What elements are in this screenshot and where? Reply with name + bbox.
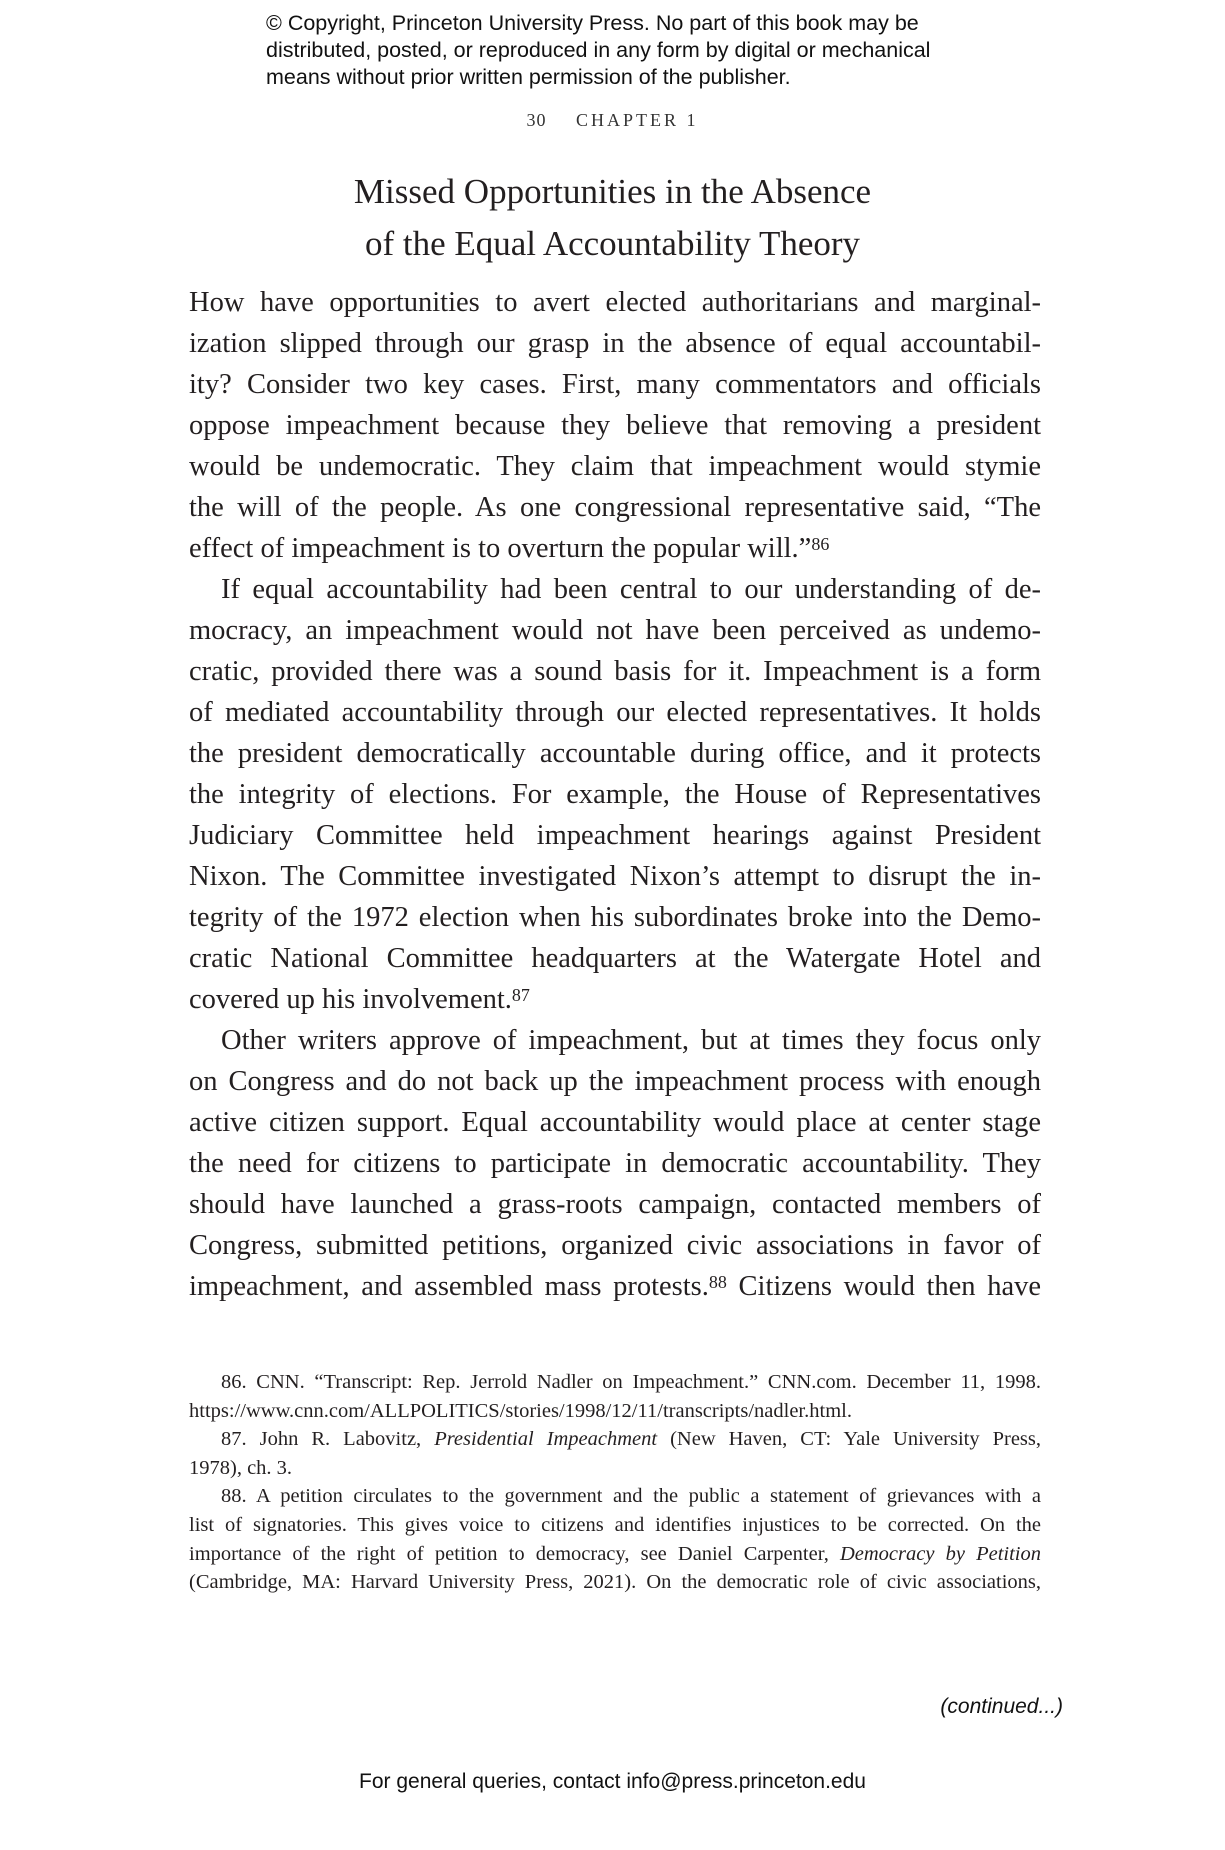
body-line: ity? Consider two key cases. First, many commentators and officials <box>189 369 1041 400</box>
page-number: 30 <box>526 110 547 130</box>
footnote-line <box>189 1397 1041 1426</box>
body-line: mocracy, an impeachment would not have been perceived as undemo- <box>189 615 1041 646</box>
section-title <box>0 166 1225 270</box>
footnote-line: 86. CNN. “Transcript: Rep. Jerrold Nadler on Impeachment.” CNN.com. December 11, 1998. <box>221 1371 1041 1393</box>
body-line: impeachment, and assembled mass protests.$^{88}$ Citizens would then have <box>189 1271 1041 1302</box>
body-line: tegrity of the 1972 election when his subordinates broke into the Demo- <box>189 902 1041 933</box>
body-line: effect of impeachment is to overturn the popular will.”$^{86}$ <box>189 533 830 564</box>
body-line: of mediated accountability through our elected representatives. It holds <box>189 697 1041 728</box>
body-line: Nixon. The Committee investigated Nixon’s attempt to disrupt the in- <box>189 861 1041 892</box>
body-line: active citizen support. Equal accountability would place at center stage <box>189 1107 1041 1138</box>
copyright-line: distributed, posted, or reproduced in any form by digital or mechanical <box>266 38 931 62</box>
footnote-ref-87[interactable]: 87 <box>511 985 530 1005</box>
body-line: the integrity of elections. For example, the House of Representatives <box>189 779 1041 810</box>
footnote-line: list of signatories. This gives voice to citizens and identifies injustices to be corrected. On the <box>189 1513 1041 1536</box>
body-line: If equal accountability had been central to our understanding of de- <box>221 574 1041 605</box>
footnote-line: importance of the right of petition to democracy, see Daniel Carpenter, Democracy by Petition <box>189 1542 1041 1565</box>
body-line: the need for citizens to participate in democratic accountability. They <box>189 1148 1041 1179</box>
body-line: on Congress and do not back up the impeachment process with enough <box>189 1066 1041 1097</box>
book-title: Democracy by Petition <box>839 1542 1041 1565</box>
body-line: covered up his involvement.$^{87}$ <box>189 984 530 1015</box>
body-line: Congress, submitted petitions, organized civic associations in favor of <box>189 1230 1041 1261</box>
book-title: Presidential Impeachment <box>434 1428 658 1451</box>
running-head <box>0 110 1225 131</box>
body-line: Judiciary Committee held impeachment hearings against President <box>189 820 1041 851</box>
copyright-line: means without prior written permission of the publisher. <box>266 65 791 89</box>
body-line: the will of the people. As one congressional representative said, “The <box>189 492 1041 523</box>
footnote-line: 1978), ch. 3. <box>189 1456 293 1479</box>
body-line: the president democratically accountable during office, and it protects <box>189 738 1041 769</box>
footnotes <box>189 1368 1041 1597</box>
section-title-line: of the Equal Accountability Theory <box>364 224 861 263</box>
body-line: cratic, provided there was a sound basis for it. Impeachment is a form <box>189 656 1041 687</box>
section-title-line: Missed Opportunities in the Absence <box>353 172 872 211</box>
body-line: would be undemocratic. They claim that impeachment would stymie <box>189 451 1041 482</box>
body-line: cratic National Committee headquarters at the Watergate Hotel and <box>189 943 1041 974</box>
copyright-line: © Copyright, Princeton University Press. No part of this book may be <box>266 11 919 35</box>
body-line: ization slipped through our grasp in the absence of equal accountabil- <box>189 328 1041 359</box>
footnote-line: 87. John R. Labovitz, Presidential Impeachment (New Haven, CT: Yale University Press, <box>221 1428 1042 1451</box>
body-line: Other writers approve of impeachment, but at times they focus only <box>221 1025 1041 1056</box>
chapter-label: CHAPTER 1 <box>575 110 699 130</box>
continued-label: (continued...) <box>940 1695 1063 1718</box>
body-line: oppose impeachment because they believe that removing a president <box>189 410 1041 441</box>
copyright-notice <box>266 10 1026 91</box>
footnote-ref-86[interactable]: 86 <box>811 534 830 554</box>
footer-contact: For general queries, contact info@press.princeton.edu <box>359 1770 866 1793</box>
body-text <box>189 282 1041 1307</box>
footnote-ref-88[interactable]: 88 <box>708 1272 727 1292</box>
footnote-url[interactable]: https://www.cnn.com/ALLPOLITICS/stories/1998/12/11/transcripts/nadler.html. <box>189 1399 852 1422</box>
footnote-line: (Cambridge, MA: Harvard University Press, 2021). On the democratic role of civic associations, <box>189 1571 1041 1594</box>
body-line: How have opportunities to avert elected authoritarians and marginal- <box>189 287 1041 318</box>
body-line: should have launched a grass-roots campaign, contacted members of <box>189 1189 1041 1220</box>
footnote-line: 88. A petition circulates to the government and the public a statement of grievances with a <box>221 1485 1041 1508</box>
